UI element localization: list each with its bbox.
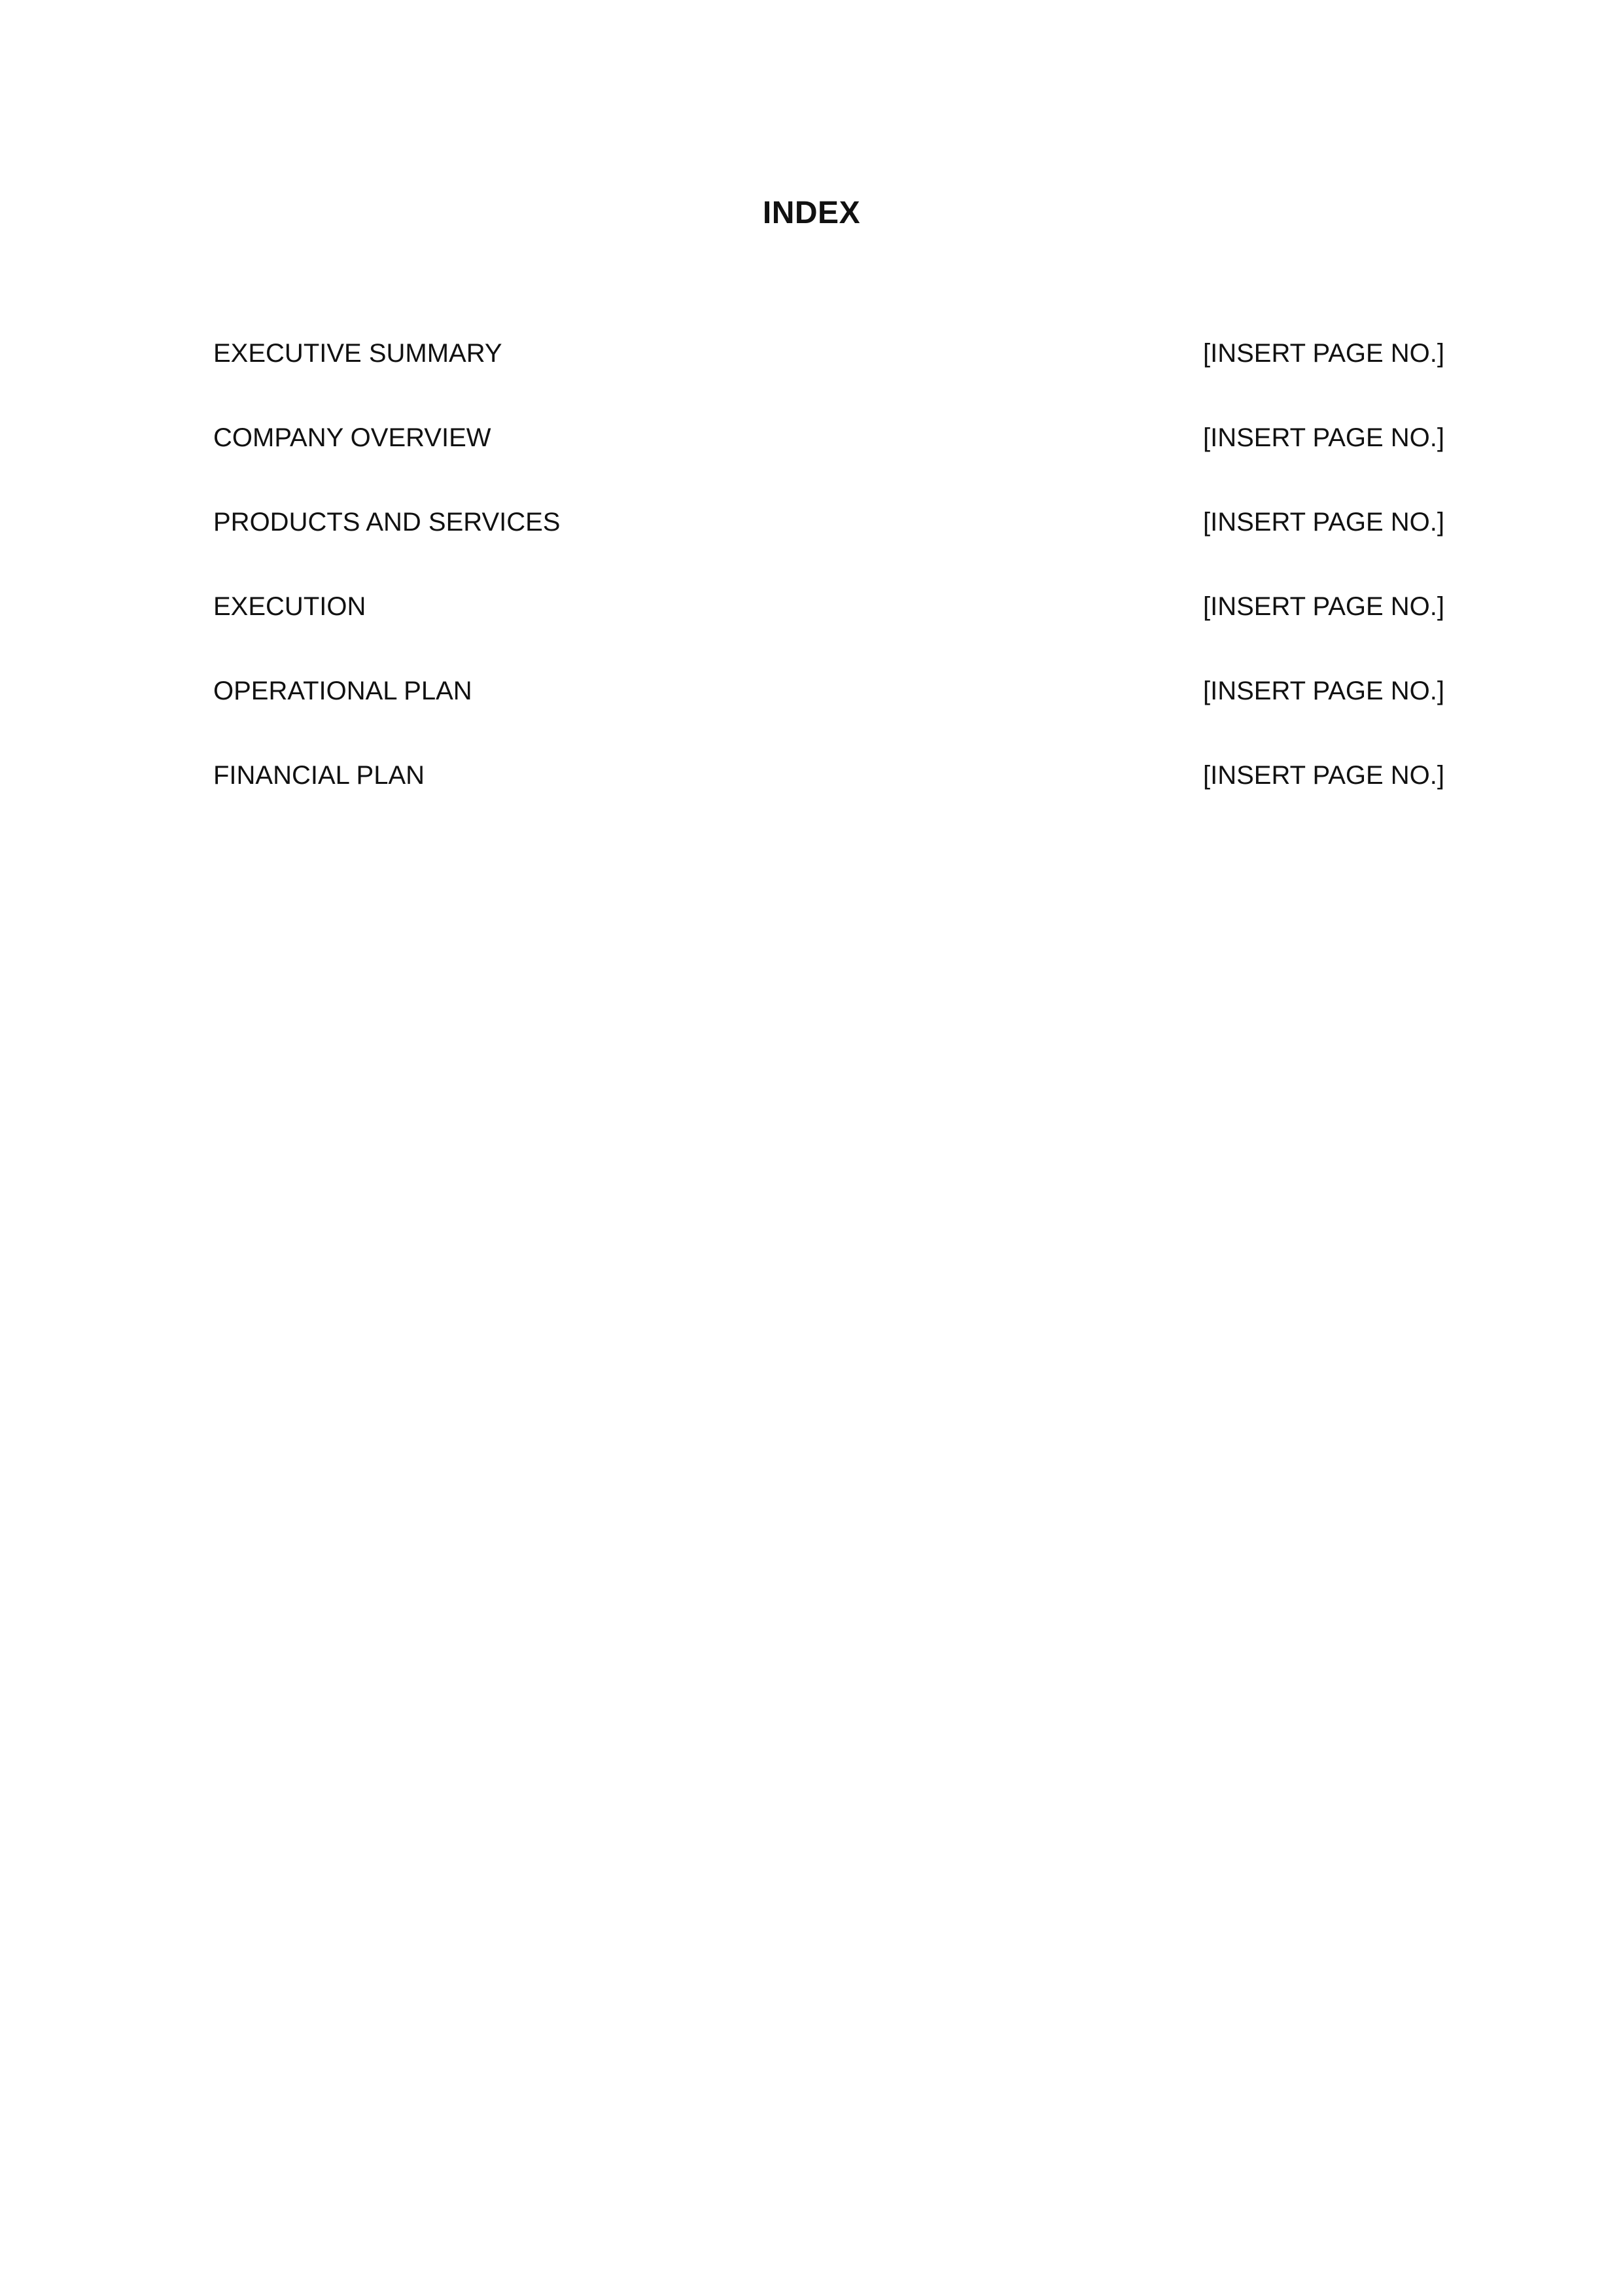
toc-entry-label: OPERATIONAL PLAN: [213, 677, 472, 705]
toc-entry-label: EXECUTIVE SUMMARY: [213, 339, 502, 368]
toc-entry-page: [INSERT PAGE NO.]: [1203, 423, 1444, 452]
toc-entry-page: [INSERT PAGE NO.]: [1203, 761, 1444, 790]
toc-entry-operational-plan: [213, 671, 1444, 756]
toc-entry-label: FINANCIAL PLAN: [213, 761, 425, 790]
toc-entry-page: [INSERT PAGE NO.]: [1203, 508, 1444, 537]
toc-entry-page: [INSERT PAGE NO.]: [1203, 677, 1444, 705]
index-title: INDEX: [762, 196, 861, 230]
toc-entry-label: COMPANY OVERVIEW: [213, 423, 491, 452]
toc-entry-execution: [213, 587, 1444, 671]
toc-entry-executive-summary: [213, 334, 1444, 418]
table-of-contents: [213, 334, 1444, 840]
toc-entry-page: [INSERT PAGE NO.]: [1203, 339, 1444, 368]
toc-entry-label: PRODUCTS AND SERVICES: [213, 508, 561, 537]
toc-entry-label: EXECUTION: [213, 592, 366, 621]
toc-entry-page: [INSERT PAGE NO.]: [1203, 592, 1444, 621]
toc-entry-financial-plan: [213, 756, 1444, 840]
toc-entry-products-and-services: [213, 503, 1444, 587]
toc-entry-company-overview: [213, 418, 1444, 503]
